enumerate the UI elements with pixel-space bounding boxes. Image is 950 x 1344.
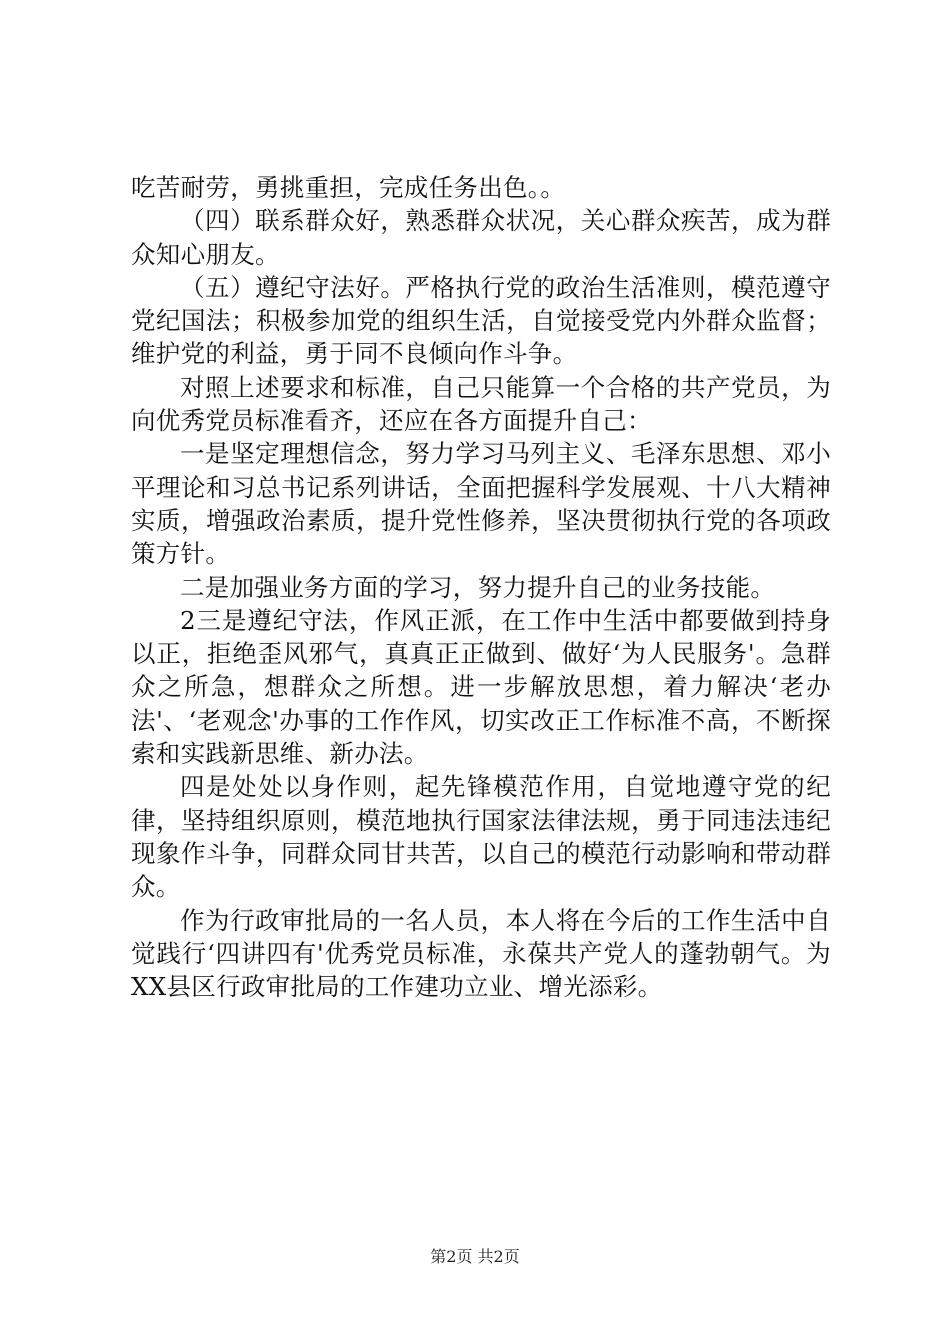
paragraph-3: （五）遵纪守法好。严格执行党的政治生活准则，模范遵守党纪国法；积极参加党的组织生活，自觉接受党内外群众监督；维护党的利益，勇于同不良倾向作斗争。 xyxy=(131,272,831,369)
paragraph-7: 2三是遵纪守法，作风正派，在工作中生活中都要做到持身以正，拒绝歪风邪气，真真正正做到、做好‘为人民服务'。急群众之所急，想群众之所想。进一步解放思想，着力解决‘老办法'、‘老观念'办事的工作作风，切实改正工作标准不高，不断探索和实践新思维、新办法。 xyxy=(131,605,831,769)
document-body xyxy=(131,171,831,1003)
paragraph-5: 一是坚定理想信念，努力学习马列主义、毛泽东思想、邓小平理论和习总书记系列讲话，全面把握科学发展观、十八大精神实质，增强政治素质，提升党性修养，坚决贯彻执行党的各项政策方针。 xyxy=(131,439,831,569)
paragraph-8: 四是处处以身作则，起先锋模范作用，自觉地遵守党的纪律，坚持组织原则，模范地执行国家法律法规，勇于同违法违纪现象作斗争，同群众同甘共苦，以自己的模范行动影响和带动群众。 xyxy=(131,772,831,902)
paragraph-2: （四）联系群众好，熟悉群众状况，关心群众疾苦，成为群众知心朋友。 xyxy=(131,206,831,269)
page-footer xyxy=(0,1247,950,1267)
paragraph-9: 作为行政审批局的一名人员，本人将在今后的工作生活中自觉践行‘四讲四有'优秀党员标准，永葆共产党人的蓬勃朝气。为XX县区行政审批局的工作建功立业、增光添彩。 xyxy=(131,905,831,1002)
page-number: 第2页 共2页 xyxy=(430,1247,520,1266)
paragraph-4: 对照上述要求和标准，自己只能算一个合格的共产党员，为向优秀党员标准看齐，还应在各方面提升自己： xyxy=(131,372,831,436)
paragraph-6: 二是加强业务方面的学习，努力提升自己的业务技能。 xyxy=(180,572,776,602)
paragraph-1: 吃苦耐劳，勇挑重担，完成任务出色。。 xyxy=(131,173,566,202)
